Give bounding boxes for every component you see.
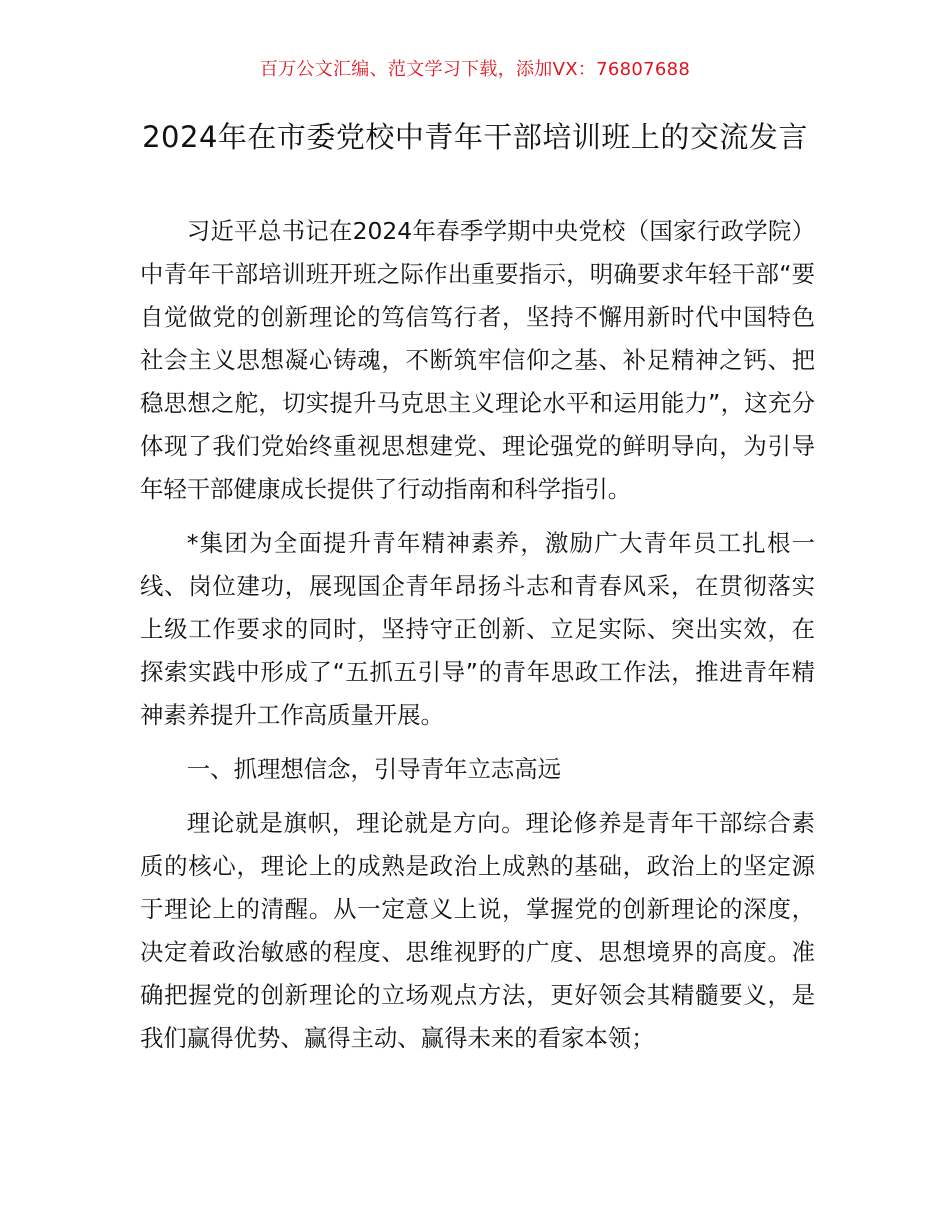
header-promo-note: 百万公文汇编、范文学习下载，添加VX：76807688 [259, 59, 691, 80]
document-body [140, 210, 815, 1060]
document-title: 2024年在市委党校中青年干部培训班上的交流发言 [142, 120, 808, 154]
paragraph-theory: 理论就是旗帜，理论就是方向。理论修养是青年干部综合素质的核心，理论上的成熟是政治上成熟的基础，政治上的坚定源于理论上的清醒。从一定意义上说，掌握党的创新理论的深度，决定着政治敏感的程度、思维视野的广度、思想境界的高度。准确把握党的创新理论的立场观点方法，更好领会其精髓要义，是我们赢得优势、赢得主动、赢得未来的看家本领； [140, 809, 815, 1052]
section-heading-1: 一、抓理想信念，引导青年立志高远 [186, 755, 562, 783]
paragraph-intro: 习近平总书记在2024年春季学期中央党校（国家行政学院）中青年干部培训班开班之际作出重要指示，明确要求年轻干部“要自觉做党的创新理论的笃信笃行者，坚持不懈用新时代中国特色社会主义思想凝心铸魂，不断筑牢信仰之基、补足精神之钙、把稳思想之舵，切实提升马克思主义理论水平和运用能力”，这充分体现了我们党始终重视思想建党、理论强党的鲜明导向，为引导年轻干部健康成长提供了行动指南和科学指引。 [140, 217, 815, 503]
paragraph-group-practice: *集团为全面提升青年精神素养，激励广大青年员工扎根一线、岗位建功，展现国企青年昂扬斗志和青春风采，在贯彻落实上级工作要求的同时，坚持守正创新、立足实际、突出实效，在探索实践中形成了“五抓五引导”的青年思政工作法，推进青年精神素养提升工作高质量开展。 [140, 529, 815, 729]
